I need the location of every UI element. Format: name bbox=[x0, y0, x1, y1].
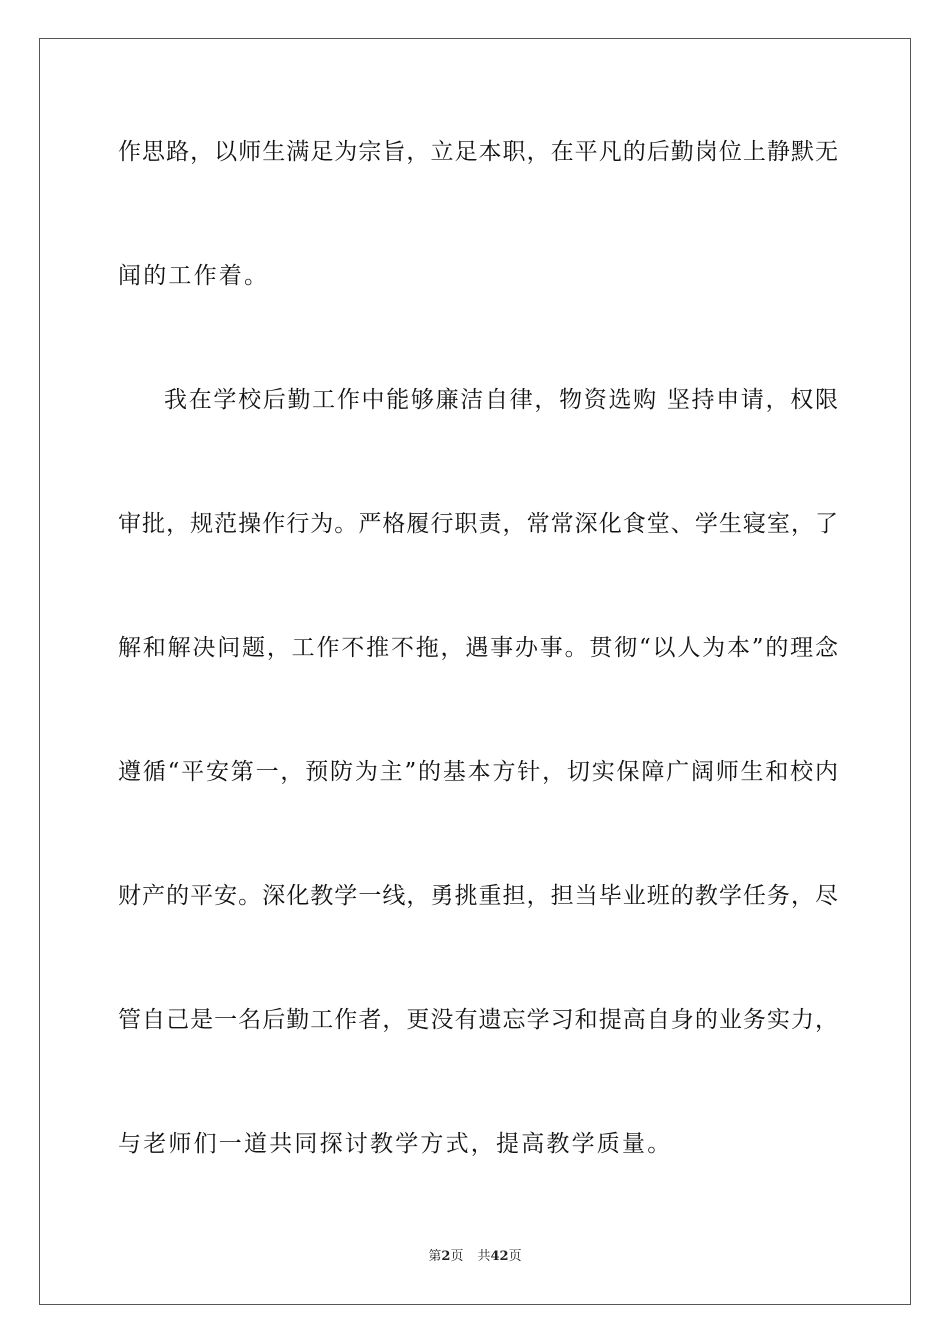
page-suffix: 页 bbox=[450, 1249, 464, 1264]
page-number: 2 bbox=[441, 1249, 451, 1264]
total-suffix: 页 bbox=[508, 1249, 522, 1264]
page-frame bbox=[39, 38, 911, 1305]
text-line: 管自己是一名后勤工作者，更没有遗忘学习和提高自身的业务实力， bbox=[118, 1007, 838, 1033]
text-line: 解和解决问题，工作不推不拖，遇事办事。贯彻“以人为本”的理念 bbox=[118, 635, 838, 661]
text-line: 作思路，以师生满足为宗旨，立足本职，在平凡的后勤岗位上静默无 bbox=[118, 139, 838, 165]
page-footer bbox=[0, 1248, 950, 1266]
text-line: 闻的工作着。 bbox=[118, 263, 270, 289]
text-line: 与老师们一道共同探讨教学方式，提高教学质量。 bbox=[118, 1131, 673, 1157]
text-line: 财产的平安。深化教学一线，勇挑重担，担当毕业班的教学任务，尽 bbox=[118, 883, 838, 909]
total-prefix: 共 bbox=[477, 1249, 491, 1264]
text-line: 遵循“平安第一，预防为主”的基本方针，切实保障广阔师生和校内 bbox=[118, 759, 838, 785]
page-prefix: 第 bbox=[428, 1249, 442, 1264]
total-pages: 42 bbox=[490, 1249, 509, 1264]
text-line: 审批，规范操作行为。严格履行职责，常常深化食堂、学生寝室，了 bbox=[118, 511, 838, 537]
text-line: 我在学校后勤工作中能够廉洁自律，物资选购 坚持申请，权限 bbox=[164, 387, 838, 413]
